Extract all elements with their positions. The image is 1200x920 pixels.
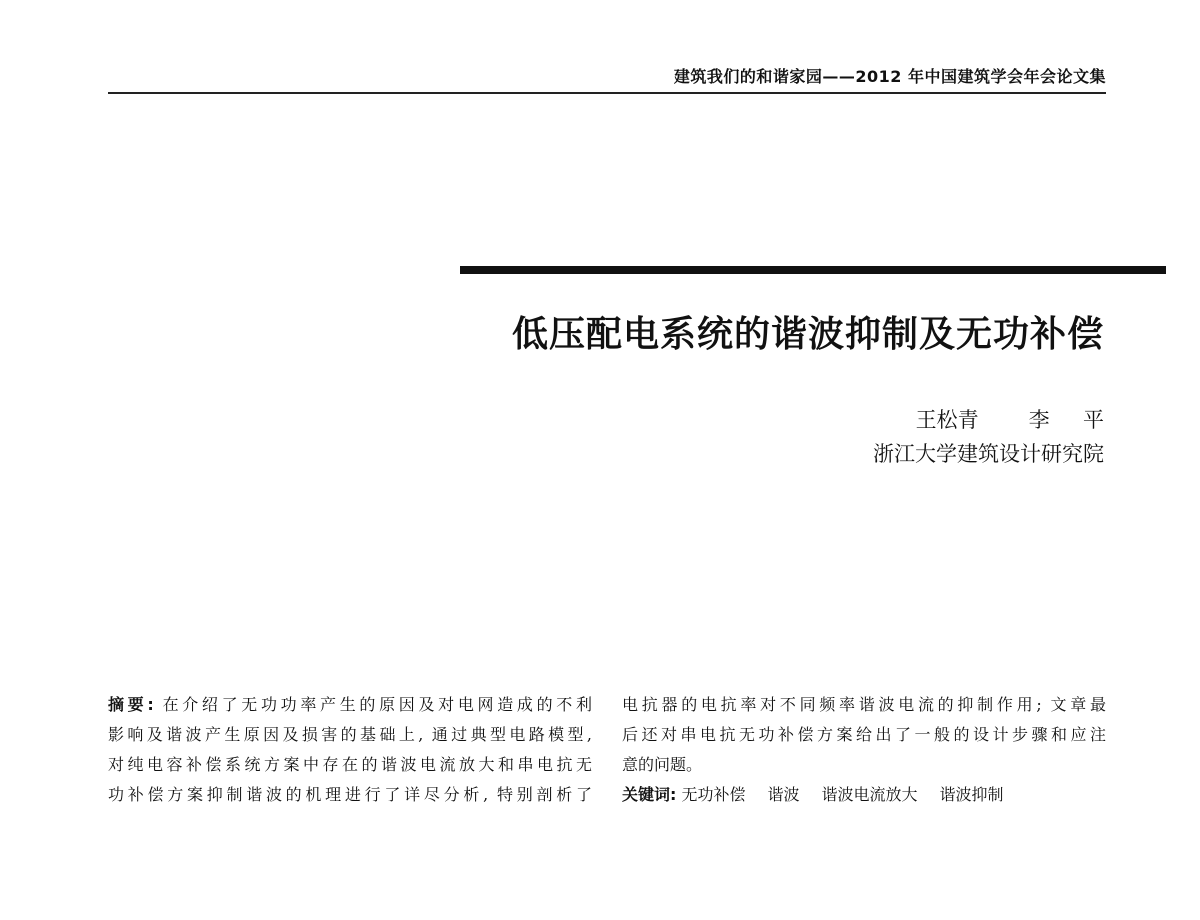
- keyword: 谐波: [767, 785, 800, 804]
- affiliation: 浙江大学建筑设计研究院: [873, 442, 1104, 466]
- abstract-line: 对纯电容补偿系统方案中存在的谐波电流放大和串电抗无: [108, 755, 592, 774]
- keywords-label: 关键词:: [622, 785, 677, 804]
- keywords: [622, 780, 1106, 810]
- abstract-line: 意的问题。: [622, 755, 703, 774]
- authors: 王松青 李 平: [915, 408, 1104, 432]
- header-rule: [108, 92, 1106, 94]
- abstract-text: 在介绍了无功功率产生的原因及对电网造成的不利: [162, 695, 592, 714]
- abstract-line: 电抗器的电抗率对不同频率谐波电流的抑制作用; 文章最: [622, 695, 1106, 714]
- keyword: 无功补偿: [681, 785, 746, 804]
- abstract-left-column: [108, 690, 592, 810]
- title-bar: [460, 266, 1166, 274]
- abstract-right-column: [622, 690, 1106, 810]
- abstract-line: 功补偿方案抑制谐波的机理进行了详尽分析, 特别剖析了: [108, 785, 592, 804]
- abstract-line: [108, 690, 592, 720]
- keyword: 谐波电流放大: [821, 785, 918, 804]
- abstract-label: 摘要:: [108, 695, 154, 714]
- running-header: 建筑我们的和谐家园——2012 年中国建筑学会年会论文集: [673, 67, 1106, 86]
- paper-title: 低压配电系统的谐波抑制及无功补偿: [511, 314, 1104, 355]
- abstract-line: 影响及谐波产生原因及损害的基础上, 通过典型电路模型,: [108, 725, 592, 744]
- keyword: 谐波抑制: [939, 785, 1004, 804]
- abstract-line: 后还对串电抗无功补偿方案给出了一般的设计步骤和应注: [622, 725, 1106, 744]
